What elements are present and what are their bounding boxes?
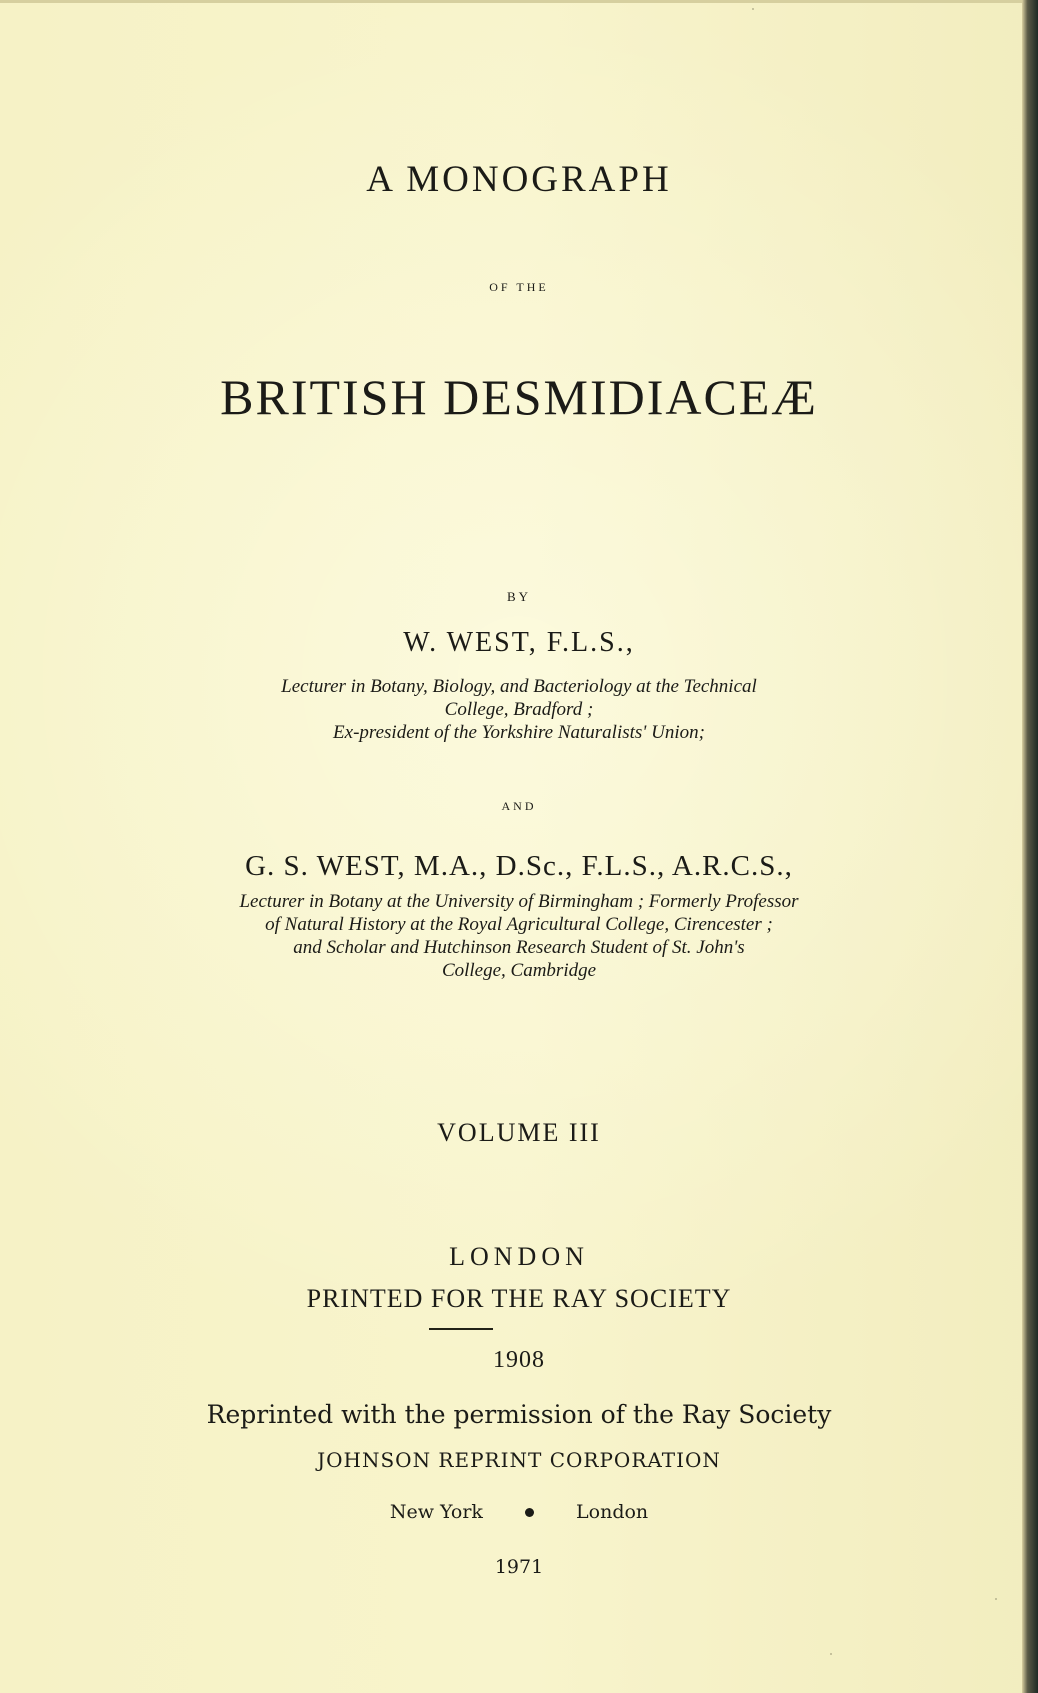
- title-line-1: A MONOGRAPH: [366, 159, 672, 200]
- page-top-edge: [0, 0, 1038, 3]
- reprint-city-new-york: New York: [389, 1501, 483, 1523]
- reprint-year: 1971: [494, 1556, 544, 1578]
- and-label: AND: [501, 799, 537, 813]
- imprint-year: 1908: [493, 1347, 545, 1373]
- reprint-publisher: JOHNSON REPRINT CORPORATION: [317, 1448, 721, 1472]
- by-label: BY: [506, 589, 532, 604]
- reprint-statement: Reprinted with the permission of the Ray Society: [206, 1400, 832, 1429]
- reprint-places: [0, 1498, 1038, 1524]
- paper-speck: [830, 1653, 832, 1655]
- imprint-divider: [429, 1328, 493, 1330]
- paper-speck: [995, 1598, 997, 1600]
- imprint-city: LONDON: [449, 1242, 589, 1271]
- author-1-description-line: Ex-president of the Yorkshire Naturalists' Union;: [333, 722, 705, 743]
- author-2-description-line: and Scholar and Hutchinson Research Student of St. John's: [293, 937, 745, 958]
- author-1-description-line: College, Bradford ;: [444, 699, 594, 720]
- volume-label: VOLUME III: [437, 1118, 601, 1147]
- author-2-description-line: College, Cambridge: [441, 960, 597, 981]
- bullet-separator-icon: [525, 1508, 534, 1517]
- paper-speck: [752, 8, 754, 10]
- author-2-description-line: Lecturer in Botany at the University of Birmingham ; Formerly Professor: [239, 891, 799, 912]
- author-1-description: [0, 675, 1038, 744]
- imprint-printed-for: PRINTED FOR THE RAY SOCIETY: [306, 1284, 732, 1313]
- page-right-edge: [1022, 0, 1038, 1693]
- author-1-name: W. WEST, F.L.S.,: [403, 627, 635, 658]
- title-connector: OF THE: [489, 280, 549, 294]
- author-1-description-line: Lecturer in Botany, Biology, and Bacteriology at the Technical: [281, 676, 757, 697]
- reprint-city-london: London: [576, 1501, 649, 1523]
- title-line-2: BRITISH DESMIDIACEÆ: [220, 369, 818, 425]
- author-2-description-line: of Natural History at the Royal Agricultural College, Cirencester ;: [265, 914, 773, 935]
- author-2-description: [0, 890, 1038, 982]
- author-2-name: G. S. WEST, M.A., D.Sc., F.L.S., A.R.C.S.,: [245, 850, 793, 882]
